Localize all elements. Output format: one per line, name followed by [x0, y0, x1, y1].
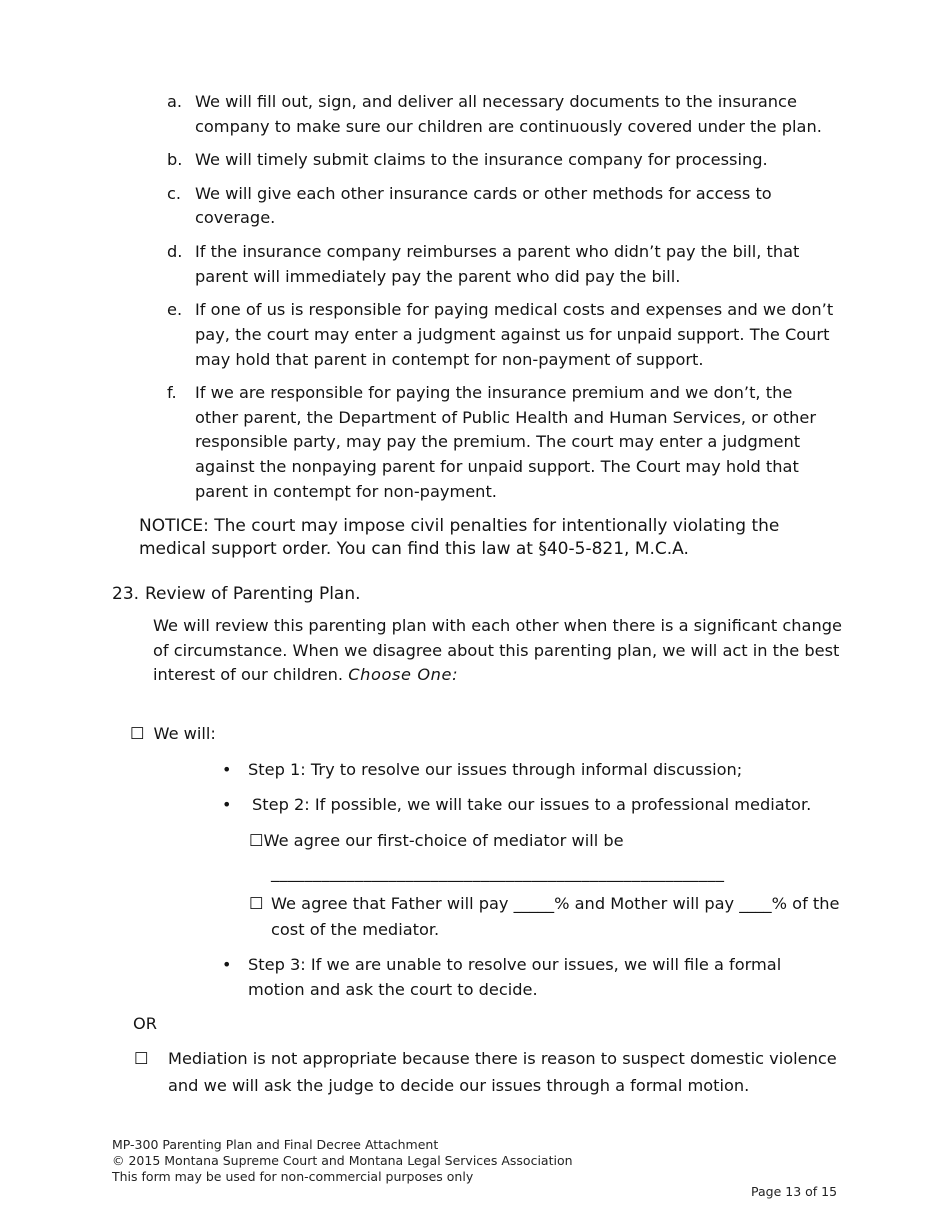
item-label: b.	[167, 150, 183, 170]
steps-list-continued	[222, 953, 842, 1002]
section-body	[153, 614, 843, 688]
list-item	[167, 148, 837, 173]
item-text: We will give each other insurance cards or other methods for access to coverage.	[195, 183, 772, 228]
mediation-not-appropriate-checkbox[interactable]: ☐	[134, 1049, 149, 1068]
mediator-name-blank[interactable]: ______________________________________________________	[271, 863, 725, 882]
mediator-choice-text: We agree our first-choice of mediator will be	[263, 831, 624, 850]
section-heading	[112, 582, 361, 606]
bullet-icon: •	[222, 955, 232, 974]
item-label: f.	[167, 383, 177, 403]
item-label: d.	[167, 241, 183, 261]
footer-usage-note: This form may be used for non-commercial purposes only	[112, 1169, 474, 1184]
step-2-text: Step 2: If possible, we will take our issues to a professional mediator.	[252, 794, 812, 814]
item-label: c.	[167, 183, 182, 203]
step-1-text: Step 1: Try to resolve our issues through informal discussion;	[248, 760, 743, 779]
item-text: If one of us is responsible for paying medical costs and expenses and we don’t pay, the court may enter a judgment against us for unpaid support. The Court may hold that parent in contempt for non-payment of support.	[195, 300, 834, 369]
step-item	[222, 758, 842, 783]
footer-form-title: MP-300 Parenting Plan and Final Decree Attachment	[112, 1137, 439, 1152]
choose-one-instruction: Choose One:	[348, 665, 459, 685]
we-will-checkbox[interactable]: ☐	[130, 724, 145, 743]
mediator-cost-text: We agree that Father will pay _____% and Mother will pay ____% of the cost of the mediator.	[271, 894, 840, 939]
mediator-cost-checkbox[interactable]: ☐	[249, 894, 264, 913]
mediator-cost-option	[249, 891, 844, 942]
step-item	[222, 793, 842, 818]
item-text: We will timely submit claims to the insurance company for processing.	[195, 150, 768, 170]
step-3-text: Step 3: If we are unable to resolve our issues, we will file a formal motion and ask the court to decide.	[248, 955, 782, 999]
step-item	[222, 953, 842, 1002]
item-text: If the insurance company reimburses a parent who didn’t pay the bill, that parent will immediately pay the parent who did pay the bill.	[195, 241, 800, 286]
section-title: Review of Parenting Plan.	[145, 584, 361, 604]
item-text: If we are responsible for paying the insurance premium and we don’t, the other parent, the Department of Public Health and Human Services, or other responsible party, may pay the premium. The court may enter a judgment against the nonpaying parent for unpaid support. The Court may hold that parent in contempt for non-payment.	[195, 383, 817, 501]
mediator-choice-checkbox[interactable]: ☐	[249, 831, 264, 850]
item-label: a.	[167, 92, 183, 111]
page-number: Page 13 of 15	[751, 1184, 838, 1199]
notice-paragraph: NOTICE: The court may impose civil penalties for intentionally violating the medical support order. You can find this law at §40-5-821, M.C.A.	[139, 516, 780, 559]
list-item	[167, 182, 837, 231]
bullet-icon: •	[222, 794, 232, 814]
option-mediation-not-appropriate	[134, 1045, 846, 1099]
list-item	[167, 90, 837, 139]
item-text: We will fill out, sign, and deliver all necessary documents to the insurance company to make sure our children are continuously covered under the plan.	[195, 92, 822, 136]
insurance-obligations-list	[167, 90, 837, 513]
mediator-choice-option	[249, 829, 624, 854]
section-number: 23.	[112, 584, 140, 604]
or-separator: OR	[133, 1014, 157, 1033]
list-item	[167, 298, 837, 372]
section-body-text: We will review this parenting plan with each other when there is a significant change of circumstance. When we disagree about this parenting plan, we will act in the best interest of our children.	[153, 616, 842, 685]
item-label: e.	[167, 300, 183, 320]
option-we-will	[130, 722, 216, 746]
list-item	[167, 240, 837, 289]
mediation-not-appropriate-text: Mediation is not appropriate because there is reason to suspect domestic violence and we will ask the judge to decide our issues through a formal motion.	[168, 1049, 837, 1095]
steps-list	[222, 758, 842, 817]
footer-copyright: © 2015 Montana Supreme Court and Montana Legal Services Association	[112, 1153, 573, 1168]
we-will-label: We will:	[153, 724, 216, 743]
list-item	[167, 381, 837, 505]
page-footer	[112, 1137, 573, 1185]
bullet-icon: •	[222, 760, 232, 779]
